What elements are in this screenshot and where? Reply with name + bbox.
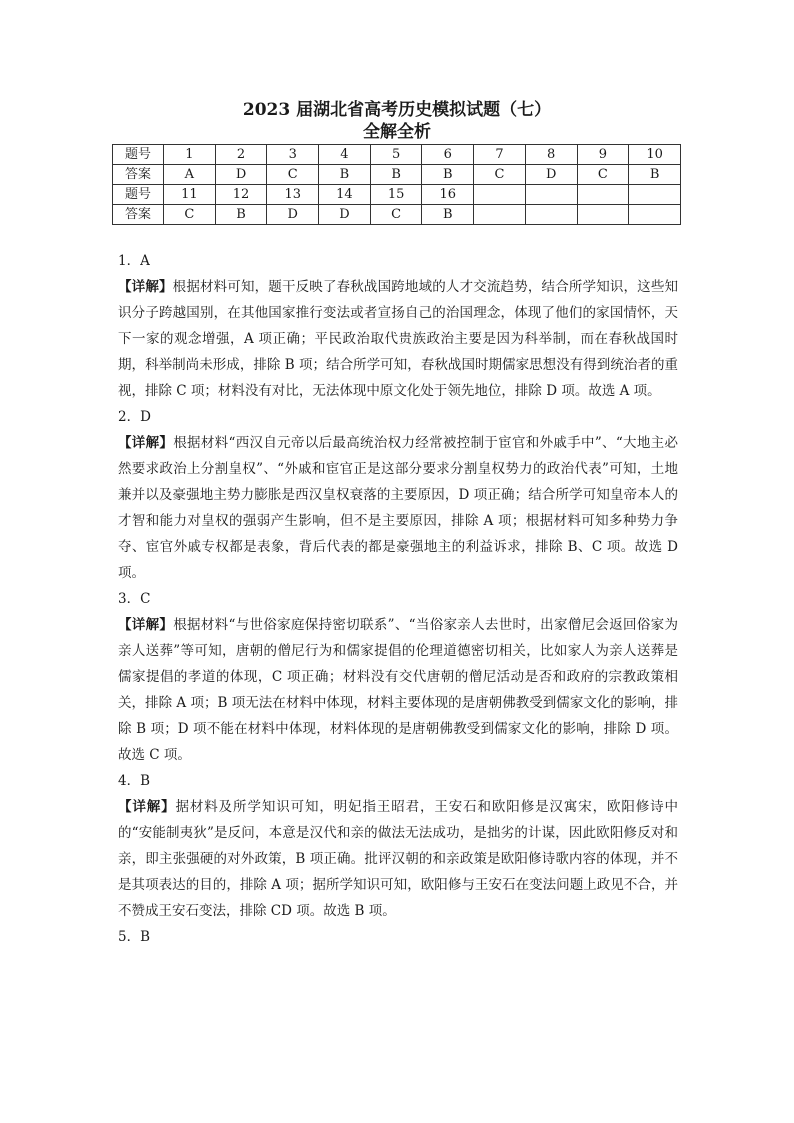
table-cell: 11 — [164, 185, 216, 205]
answer-row — [113, 205, 681, 225]
table-cell: 9 — [577, 145, 629, 165]
table-cell: 3 — [267, 145, 319, 165]
page-title: 2023 届湖北省高考历史模拟试题（七） — [242, 100, 552, 120]
table-cell — [525, 205, 577, 225]
explanation-text: 根据材料“与世俗家庭保持密切联系”、“当俗家亲人去世时，出家僧尼会返回俗家为亲人送葬”等可知，唐朝的僧尼行为和儒家提倡的伦理道德密切相关，比如家人为亲人送葬是儒家提倡的孝道的体现，C 项正确；材料没有交代唐朝的僧尼活动是否和政府的宗教政策相关，排除 A 项；B 项无法在材料中体现，材料主要体现的是唐朝佛教受到儒家文化的影响，排除 B 项；D 项不能在材料中体现，材料体现的是唐朝佛教受到儒家文化的影响，排除 D 项。故选 C 项。 — [118, 617, 678, 763]
table-cell: B — [422, 165, 474, 185]
explanations-section — [118, 248, 678, 950]
explanation-paragraph — [118, 612, 678, 768]
table-cell: 8 — [525, 145, 577, 165]
table-cell — [474, 205, 526, 225]
detail-tag: 【详解】 — [118, 799, 176, 815]
question-number: 1．A — [118, 253, 150, 269]
explanation-text: 根据材料“西汉自元帝以后最高统治权力经常被控制于宦官和外戚手中”、“大地主必然要求政治上分割皇权”、“外戚和宦官正是这部分要求分割皇权势力的政治代表”可知，土地兼并以及豪强地主势力膨胀是西汉皇权衰落的主要原因，D 项正确；结合所学可知皇帝本人的才智和能力对皇权的强弱产生影响，但不是主要原因，排除 A 项；根据材料可知多种势力争夺、宦官外戚专权都是表象，背后代表的都是豪强地主的利益诉求，排除 B、C 项。故选 D 项。 — [118, 435, 678, 581]
table-cell: C — [370, 205, 422, 225]
table-cell: 15 — [370, 185, 422, 205]
question-number: 2．D — [118, 409, 151, 425]
table-cell: 7 — [474, 145, 526, 165]
table-cell: 6 — [422, 145, 474, 165]
question-row — [113, 145, 681, 165]
answer-table — [112, 144, 681, 225]
table-cell: B — [319, 165, 371, 185]
detail-tag: 【详解】 — [118, 279, 173, 295]
table-cell: A — [164, 165, 216, 185]
explanation-text: 据材料及所学知识可知，明妃指王昭君，王安石和欧阳修是汉寓宋，欧阳修诗中的“安能制夷狄”是反问，本意是汉代和亲的做法无法成功，是拙劣的计谋，因此欧阳修反对和亲，即主张强硬的对外政策，B 项正确。批评汉朝的和亲政策是欧阳修诗歌内容的体现，并不是其项表达的目的，排除 A 项；据所学知识可知，欧阳修与王安石在变法问题上政见不合，并不赞成王安石变法，排除 CD 项。故选 B 项。 — [118, 799, 679, 919]
table-cell: B — [370, 165, 422, 185]
detail-tag: 【详解】 — [118, 617, 174, 633]
table-cell — [525, 185, 577, 205]
row-label: 答案 — [113, 165, 164, 185]
detail-tag: 【详解】 — [118, 435, 174, 451]
table-cell: D — [267, 205, 319, 225]
table-cell: D — [215, 165, 267, 185]
question-row — [113, 185, 681, 205]
table-cell: 4 — [319, 145, 371, 165]
question-number: 3．C — [118, 591, 151, 607]
table-cell: B — [629, 165, 681, 185]
table-cell: 5 — [370, 145, 422, 165]
explanation-paragraph — [118, 794, 678, 924]
table-cell: C — [577, 165, 629, 185]
table-cell: 2 — [215, 145, 267, 165]
explanation-paragraph — [118, 274, 678, 404]
table-cell — [577, 185, 629, 205]
table-cell: C — [267, 165, 319, 185]
table-cell: 10 — [629, 145, 681, 165]
table-cell — [629, 205, 681, 225]
table-cell: 14 — [319, 185, 371, 205]
table-cell: B — [215, 205, 267, 225]
table-cell: 16 — [422, 185, 474, 205]
page-subtitle: 全解全析 — [363, 122, 431, 142]
table-cell: B — [422, 205, 474, 225]
table-cell: D — [319, 205, 371, 225]
explanation-paragraph — [118, 430, 678, 586]
table-cell: 13 — [267, 185, 319, 205]
row-label: 答案 — [113, 205, 164, 225]
table-cell: C — [474, 165, 526, 185]
table-cell: D — [525, 165, 577, 185]
row-label: 题号 — [113, 145, 164, 165]
table-cell — [629, 185, 681, 205]
table-cell: 1 — [164, 145, 216, 165]
answer-row — [113, 165, 681, 185]
table-cell — [474, 185, 526, 205]
row-label: 题号 — [113, 185, 164, 205]
question-number: 4．B — [118, 773, 151, 789]
table-cell — [577, 205, 629, 225]
explanation-text: 根据材料可知，题干反映了春秋战国跨地域的人才交流趋势，结合所学知识，这些知识分子跨越国别，在其他国家推行变法或者宣扬自己的治国理念，体现了他们的家国情怀，天下一家的观念增强，A 项正确；平民政治取代贵族政治主要是因为科举制，而在春秋战国时期，科举制尚未形成，排除 B 项；结合所学可知，春秋战国时期儒家思想没有得到统治者的重视，排除 C 项；材料没有对比，无法体现中原文化处于领先地位，排除 D 项。故选 A 项。 — [118, 279, 679, 399]
table-cell: 12 — [215, 185, 267, 205]
question-number: 5．B — [118, 929, 151, 945]
table-cell: C — [164, 205, 216, 225]
